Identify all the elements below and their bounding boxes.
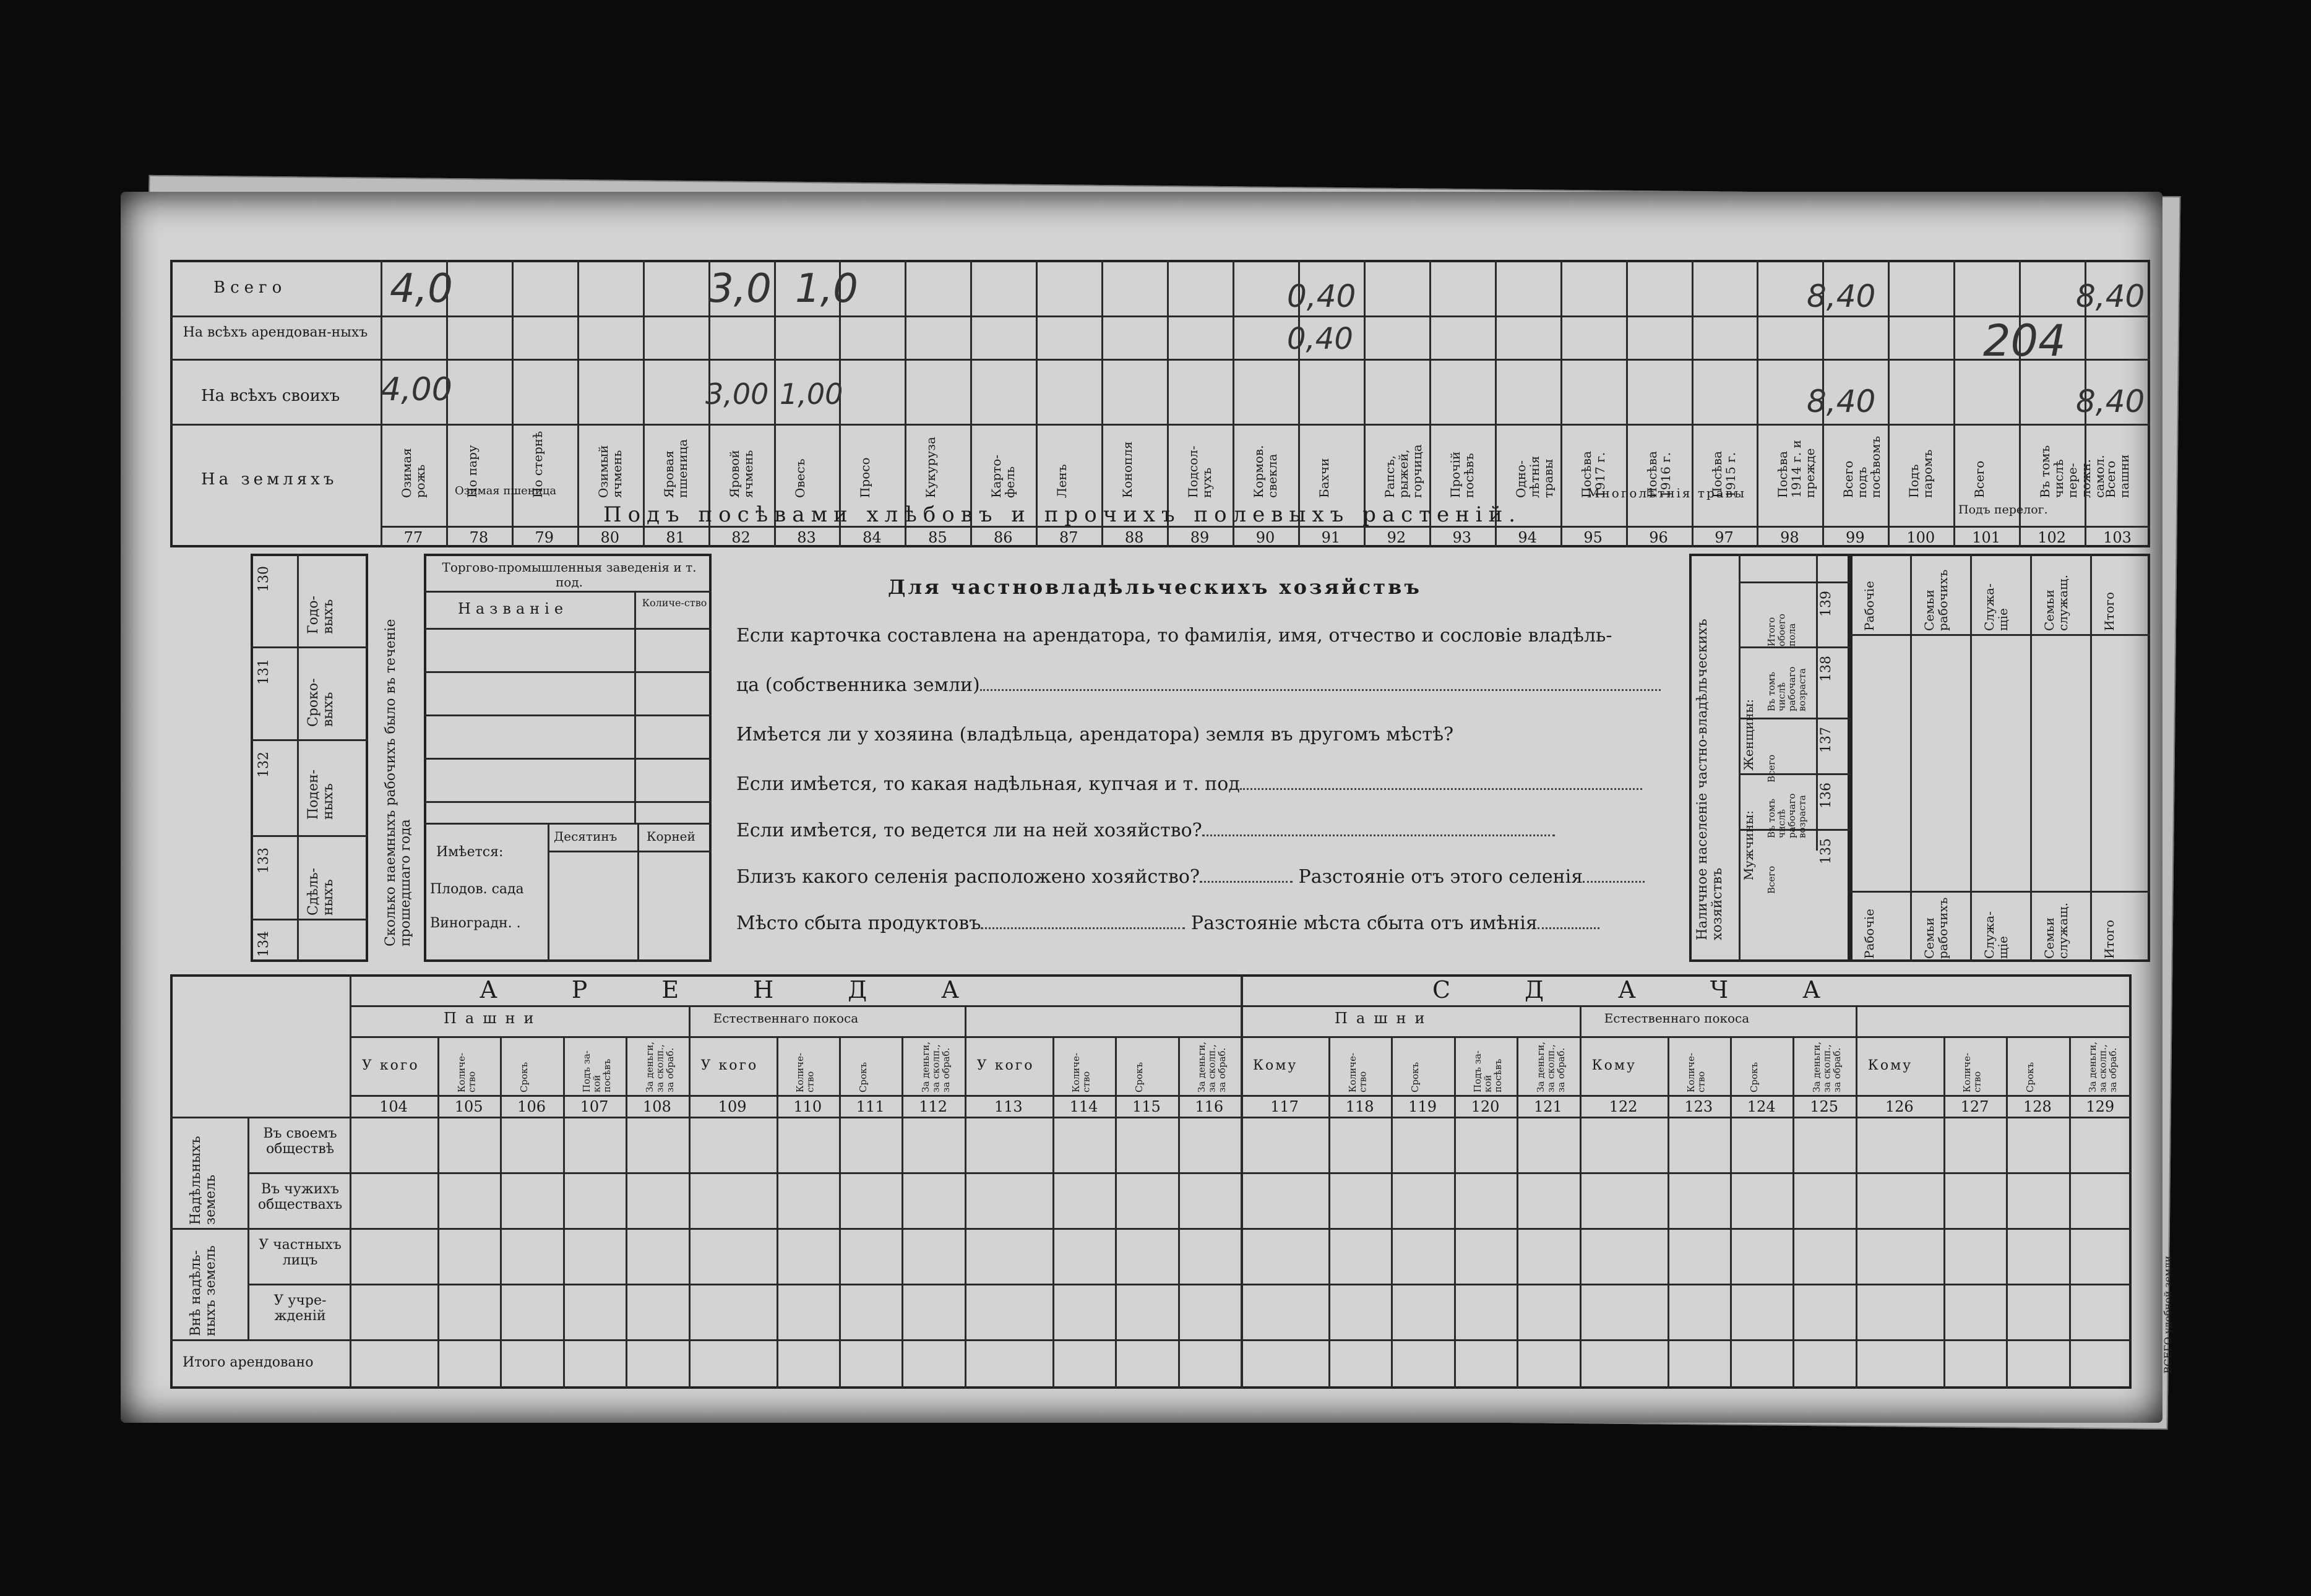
lease-col-divider [500, 1036, 502, 1389]
sub-header-grass: Многолѣтнiя травы [1587, 486, 1746, 500]
lease-col-divider [965, 1036, 966, 1389]
crop-col-number: 90 [1255, 529, 1275, 546]
lease-col-number: 115 [1132, 1098, 1161, 1115]
worker-col-footer: Служа-щiе [1982, 911, 2010, 959]
crop-col-number: 100 [1906, 529, 1935, 546]
lease-col-divider [1115, 1036, 1117, 1389]
lease-col-divider [902, 1036, 903, 1389]
crop-header: Яровой ячмень [726, 450, 755, 498]
lease-col-divider [437, 1036, 439, 1389]
row-total-leased: Итого арендовано [183, 1355, 314, 1370]
question-market-distance: Разстоянiе мѣста сбыта отъ имѣнiя [1190, 912, 1538, 934]
pop-col-header: Итого обоего пола [1766, 614, 1797, 646]
lease-col-header: За деньги, за сколп., за обраб. [1196, 1042, 1228, 1092]
korney-header: Корней [647, 829, 695, 844]
crop-header: Посѣва 1914 г. и прежде [1775, 440, 1818, 498]
row-other-communities: Въ чужихъ обществахъ [257, 1182, 343, 1212]
sdacha-header: СДАЧА [1432, 976, 1895, 1003]
lease-col-header: Количе-ство [1685, 1052, 1707, 1092]
hired-type: Поден-ныхъ [306, 769, 337, 820]
population-caption: Наличное населенiе частно-владѣльческихъ хозяйствъ [1695, 619, 1726, 940]
vineyard-label: Виноградн. . [430, 916, 521, 931]
hand-total-spring-barley: 3,0 [708, 266, 772, 312]
lease-col-header: У кого [700, 1058, 759, 1073]
lease-col-number: 108 [642, 1098, 671, 1115]
crop-col-number: 84 [863, 529, 882, 546]
lease-col-number: 118 [1345, 1098, 1374, 1115]
question-village-distance: Разстоянiе отъ этого селенiя [1298, 866, 1583, 888]
trade-qty-header: Количе-ство [642, 597, 707, 609]
hired-caption: Сколько наемныхъ рабочихъ было въ теченiе прошедшаго года [383, 619, 414, 946]
hired-type: Сдѣль-ныхъ [306, 867, 337, 916]
hand-total-rye: 4,0 [390, 266, 453, 312]
crop-header: Всего пашни [2103, 454, 2132, 498]
hired-type: Сроко-выхъ [306, 678, 337, 727]
row-label-rented: На всѣхъ арендован-ныхъ [183, 325, 368, 340]
hand-total-oats: 1,0 [795, 266, 858, 312]
worker-col-footer: Итого [2102, 919, 2117, 959]
arenda-header: АРЕНДА [480, 976, 1033, 1003]
crop-header: По стернѣ [530, 431, 545, 498]
lease-col-number: 119 [1408, 1098, 1437, 1115]
crop-col-divider [512, 260, 514, 547]
crop-header: Озимый ячмень [595, 445, 624, 498]
hand-total-sown: 8,40 [1807, 278, 1876, 314]
lease-col-number: 107 [580, 1098, 609, 1115]
crop-header: Подъ паромъ [1906, 449, 1935, 498]
hand-own-oats: 1,00 [780, 377, 843, 411]
crop-col-number: 77 [403, 529, 423, 546]
row-label-own: На всѣхъ своихъ [201, 387, 340, 405]
lease-col-number: 112 [919, 1098, 947, 1115]
crop-col-divider [1757, 260, 1758, 547]
lease-col-header: Срокъ [1748, 1062, 1760, 1092]
lease-col-divider [1943, 1036, 1945, 1389]
crop-col-number: 101 [1972, 529, 2001, 546]
crop-header: Бахчи [1316, 458, 1332, 498]
worker-col-footer: Семьи рабочихъ [1922, 897, 1950, 959]
pop-col-header: Въ томъ числѣ рабочаго возраста [1766, 793, 1808, 838]
crop-col-number: 98 [1780, 529, 1799, 546]
crop-header: Въ томъ числѣ пере-ложн. самол. [2038, 445, 2107, 498]
crop-header: Всего подъ посѣвомъ [1841, 435, 1883, 498]
hired-type: Годо-выхъ [306, 595, 337, 634]
lease-col-header: Количе-ство [455, 1052, 478, 1092]
hired-number: 133 [256, 847, 272, 873]
pop-row-divider [1739, 581, 1850, 583]
lease-col-header: Количе-ство [794, 1052, 816, 1092]
garden-label: Плодов. сада [430, 882, 524, 897]
lease-col-header: Срокъ [2024, 1062, 2036, 1092]
pop-men-label: Мужчины: [1741, 810, 1756, 881]
crop-col-number: 96 [1649, 529, 1668, 546]
crop-col-number: 83 [797, 529, 816, 546]
crop-header: По пару [464, 445, 480, 498]
row-label-total: Всего [213, 278, 287, 297]
crop-col-number: 91 [1321, 529, 1341, 546]
lease-col-divider [1668, 1036, 1669, 1389]
lease-col-divider [1052, 1036, 1054, 1389]
lease-group-pokos: Естественнаго покоса [713, 1011, 859, 1026]
hand-own-spring-barley: 3,00 [705, 377, 769, 411]
crop-col-divider [577, 260, 579, 547]
lease-col-divider [839, 1036, 841, 1389]
pop-col-header: Всего [1766, 865, 1777, 894]
crop-col-number: 103 [2103, 529, 2132, 546]
answer-line-village-distance[interactable] [1583, 881, 1645, 883]
crop-header: Яровая пшеница [661, 439, 690, 498]
lease-col-header: За деньги, за сколп., за обраб. [2087, 1042, 2119, 1092]
pop-col-header: Всего [1766, 754, 1777, 783]
pop-row-divider [1739, 646, 1850, 648]
has-label: Имѣется: [436, 844, 504, 860]
lease-col-divider [1178, 1036, 1180, 1389]
hand-rented-fallow: 204 [1983, 315, 2066, 366]
sub-header-winter-wheat: Озимая пшеница [455, 484, 557, 497]
question-owner: Если карточка составлена на арендатора, то фамилiя, имя, отчество и сословiе владѣль- [736, 625, 1612, 646]
lease-col-header: Количе-ство [1070, 1052, 1092, 1092]
worker-col-header: Служа-щiе [1982, 583, 2010, 631]
crop-header: Посѣва 1915 г. [1710, 451, 1739, 498]
crop-header: Кукуруза [923, 437, 939, 498]
trade-name-header: Названiе [458, 600, 569, 617]
nadel-label: Надѣльныхъ земель [188, 1136, 219, 1225]
crop-col-number: 80 [600, 529, 619, 546]
crop-header: Посѣва 1916 г. [1644, 451, 1673, 498]
lease-col-number: 122 [1609, 1098, 1638, 1115]
lease-col-header: Количе-ство [1346, 1052, 1369, 1092]
crop-col-number: 93 [1452, 529, 1472, 546]
lease-col-header: Срокъ [857, 1062, 869, 1092]
row-label-lands: На земляхъ [201, 470, 338, 489]
lease-col-number: 110 [793, 1098, 822, 1115]
crop-header: Карто-фель [989, 454, 1018, 498]
worker-col-divider [1970, 554, 1972, 962]
lease-col-number: 121 [1533, 1098, 1562, 1115]
lease-col-header: Подъ за-кой посѣвъ [581, 1050, 613, 1092]
crop-col-number: 92 [1387, 529, 1406, 546]
lease-col-header: Кому [1591, 1058, 1637, 1073]
crop-col-divider [1560, 260, 1562, 547]
lease-col-number: 105 [454, 1098, 483, 1115]
worker-col-divider [2090, 554, 2092, 962]
question-land-type: Если имѣется, то какая надѣльная, купчая и т. под [736, 773, 1240, 795]
crop-col-number: 85 [928, 529, 947, 546]
crop-header: Озимая рожь [398, 448, 428, 498]
crop-col-number: 81 [666, 529, 685, 546]
lease-col-number: 114 [1069, 1098, 1098, 1115]
crop-header: Одно-лѣтнiя травы [1513, 455, 1556, 498]
lease-col-divider [777, 1036, 778, 1389]
lease-group-pashni: Пашни [443, 1010, 543, 1027]
worker-col-header: Семьи служащ. [2042, 575, 2070, 631]
crop-col-number: 86 [994, 529, 1013, 546]
lease-group-pashni: Пашни [1334, 1010, 1434, 1027]
crop-header: Рапсъ, рыжей, горчица [1382, 444, 1424, 498]
crop-header: Прочiй посѣвъ [1447, 451, 1476, 498]
crop-col-number: 79 [535, 529, 554, 546]
crops-banner: Подъ посѣвами хлѣбовъ и прочихъ полевыхъ растенiй. [603, 502, 1522, 527]
question-farming: Если имѣется, то ведется ли на ней хозяйство? [736, 820, 1202, 841]
lease-col-divider [1792, 1036, 1794, 1389]
lease-group-divider [689, 1005, 691, 1036]
answer-line-market-distance[interactable] [1538, 927, 1599, 929]
hand-rented-melons: 0,40 [1287, 322, 1353, 356]
lease-col-divider [689, 1036, 691, 1389]
question-owner-cont: ца (собственника земли) [736, 674, 980, 696]
lease-col-header: Количе-ство [1961, 1052, 1983, 1092]
hand-own-ploughland: 8,40 [2076, 384, 2145, 419]
crop-col-number: 89 [1190, 529, 1210, 546]
worker-col-divider [1910, 554, 1912, 962]
desyatin-header: Десятинъ [554, 829, 618, 844]
lease-col-number: 106 [517, 1098, 546, 1115]
crop-header: Конопля [1120, 441, 1135, 498]
answer-line-farming[interactable] [1202, 834, 1555, 836]
pop-number: 136 [1818, 783, 1834, 809]
crop-header: Подсол-нухъ [1186, 445, 1215, 498]
lease-col-number: 128 [2023, 1098, 2052, 1115]
answer-line-village[interactable] [1200, 881, 1293, 883]
worker-col-divider [2030, 554, 2032, 962]
lease-col-header: За деньги, за сколп., за обраб. [1534, 1042, 1567, 1092]
lease-col-header: За деньги, за сколп., за обраб. [1811, 1042, 1843, 1092]
crop-header: Просо [858, 457, 873, 498]
lease-col-divider [2069, 1036, 2071, 1389]
lease-col-divider [2006, 1036, 2008, 1389]
lease-col-divider [1856, 1036, 1857, 1389]
crop-header: Всего [1972, 460, 1987, 498]
lease-col-divider [1328, 1036, 1330, 1389]
hired-number: 130 [256, 566, 272, 592]
vne-label: Внѣ надѣль-ныхъ земель [188, 1245, 219, 1336]
lease-col-number: 124 [1747, 1098, 1776, 1115]
lease-col-divider [1454, 1036, 1456, 1389]
lease-group-divider [1580, 1005, 1582, 1036]
pop-women-label: Женщины: [1741, 699, 1756, 771]
crop-col-number: 87 [1059, 529, 1078, 546]
lease-col-divider [1517, 1036, 1518, 1389]
lease-col-divider [626, 1036, 627, 1389]
worker-col-footer: Семьи служащ. [2042, 903, 2070, 959]
lease-col-number: 111 [856, 1098, 885, 1115]
crop-col-number: 94 [1518, 529, 1537, 546]
crop-col-divider [1692, 260, 1693, 547]
crop-col-number: 82 [731, 529, 751, 546]
row-private-persons: У частныхъ лицъ [259, 1237, 342, 1268]
trade-title: Торгово-промышленныя заведенiя и т. под. [442, 560, 697, 590]
pop-number: 137 [1818, 727, 1834, 753]
hand-total-melons: 0,40 [1287, 278, 1356, 314]
answer-line-market[interactable] [981, 927, 1185, 929]
lease-col-number: 127 [1960, 1098, 1989, 1115]
hand-total-ploughland: 8,40 [2076, 278, 2145, 314]
crop-col-number: 102 [2038, 529, 2067, 546]
lease-group-divider [1856, 1005, 1857, 1036]
worker-col-header: Семьи рабочихъ [1922, 569, 1950, 631]
crop-col-divider [1626, 260, 1628, 547]
lease-col-number: 113 [994, 1098, 1023, 1115]
row-institutions: У учре-жденiй [273, 1293, 327, 1324]
lease-col-divider [1580, 1036, 1582, 1389]
question-near-village: Близъ какого селенiя расположено хозяйство? [736, 866, 1200, 888]
sub-header-fallow: Подъ перелог. [1958, 503, 2048, 517]
census-card [121, 192, 2174, 1423]
lease-col-header: Срокъ [1409, 1062, 1421, 1092]
lease-col-header: За деньги, за сколп., за обраб. [643, 1042, 676, 1092]
crop-col-number: 95 [1583, 529, 1603, 546]
lease-col-divider [1730, 1036, 1732, 1389]
hired-number: 134 [256, 931, 272, 957]
lease-col-header: Кому [1253, 1058, 1298, 1073]
lease-col-number: 117 [1270, 1098, 1299, 1115]
lease-col-header: Кому [1867, 1058, 1913, 1073]
lease-col-number: 109 [718, 1098, 747, 1115]
lease-col-divider [1391, 1036, 1393, 1389]
crop-col-number: 88 [1124, 529, 1144, 546]
lease-col-number: 104 [379, 1098, 408, 1115]
lease-col-header: Срокъ [519, 1062, 530, 1092]
hired-number: 132 [256, 752, 272, 778]
lease-col-number: 129 [2086, 1098, 2115, 1115]
lease-col-number: 125 [1810, 1098, 1838, 1115]
crop-col-divider [1953, 260, 1955, 547]
lease-col-header: За деньги, за сколп., за обраб. [920, 1042, 952, 1092]
question-market: Мѣсто сбыта продуктовъ [736, 912, 981, 934]
lease-col-header: Срокъ [1133, 1062, 1145, 1092]
crop-col-number: 97 [1715, 529, 1734, 546]
pop-number: 135 [1818, 838, 1834, 864]
hand-own-sown: 8,40 [1807, 384, 1876, 419]
worker-col-header: Итого [2102, 591, 2117, 631]
answer-line-owner[interactable] [980, 689, 1661, 691]
lease-group-pokos: Естественнаго покоса [1604, 1011, 1750, 1026]
pop-number: 138 [1818, 656, 1834, 682]
lease-col-divider [563, 1036, 565, 1389]
crop-header: Овесъ [792, 458, 807, 498]
lease-group-divider [965, 1005, 966, 1036]
lease-col-header: У кого [976, 1058, 1035, 1073]
pop-col-header: Въ томъ числѣ рабочаго возраста [1766, 666, 1808, 711]
lease-col-number: 120 [1471, 1098, 1500, 1115]
hand-own-rye: 4,00 [381, 371, 452, 408]
lease-col-number: 123 [1684, 1098, 1713, 1115]
crop-header: Посѣва 1917 г. [1578, 451, 1607, 498]
worker-col-footer: Рабочiе [1862, 909, 1877, 959]
crop-header: Кормов. свекла [1251, 445, 1280, 498]
pop-number: 139 [1818, 591, 1834, 617]
lease-col-header: У кого [362, 1058, 420, 1073]
crop-header: Ленъ [1054, 464, 1070, 498]
crop-col-divider [1888, 260, 1890, 547]
hired-number: 131 [256, 659, 272, 685]
row-own-community: Въ своемъ обществѣ [263, 1126, 337, 1157]
lease-col-header: Подъ за-кой посѣвъ [1472, 1050, 1504, 1092]
private-farms-title: Для частновладѣльческихъ хозяйствъ [888, 575, 1422, 599]
lease-col-number: 126 [1885, 1098, 1914, 1115]
question-other-land: Имѣется ли у хозяина (владѣльца, арендатора) земля въ другомъ мѣстѣ? [736, 724, 1454, 745]
crop-col-number: 99 [1846, 529, 1865, 546]
answer-line-land-type[interactable] [1240, 788, 1642, 790]
lease-col-number: 116 [1195, 1098, 1224, 1115]
crop-col-number: 78 [469, 529, 489, 546]
edge-label: ВСЕГО удобной земли [2162, 1256, 2174, 1374]
worker-col-header: Рабочiе [1862, 581, 1877, 631]
